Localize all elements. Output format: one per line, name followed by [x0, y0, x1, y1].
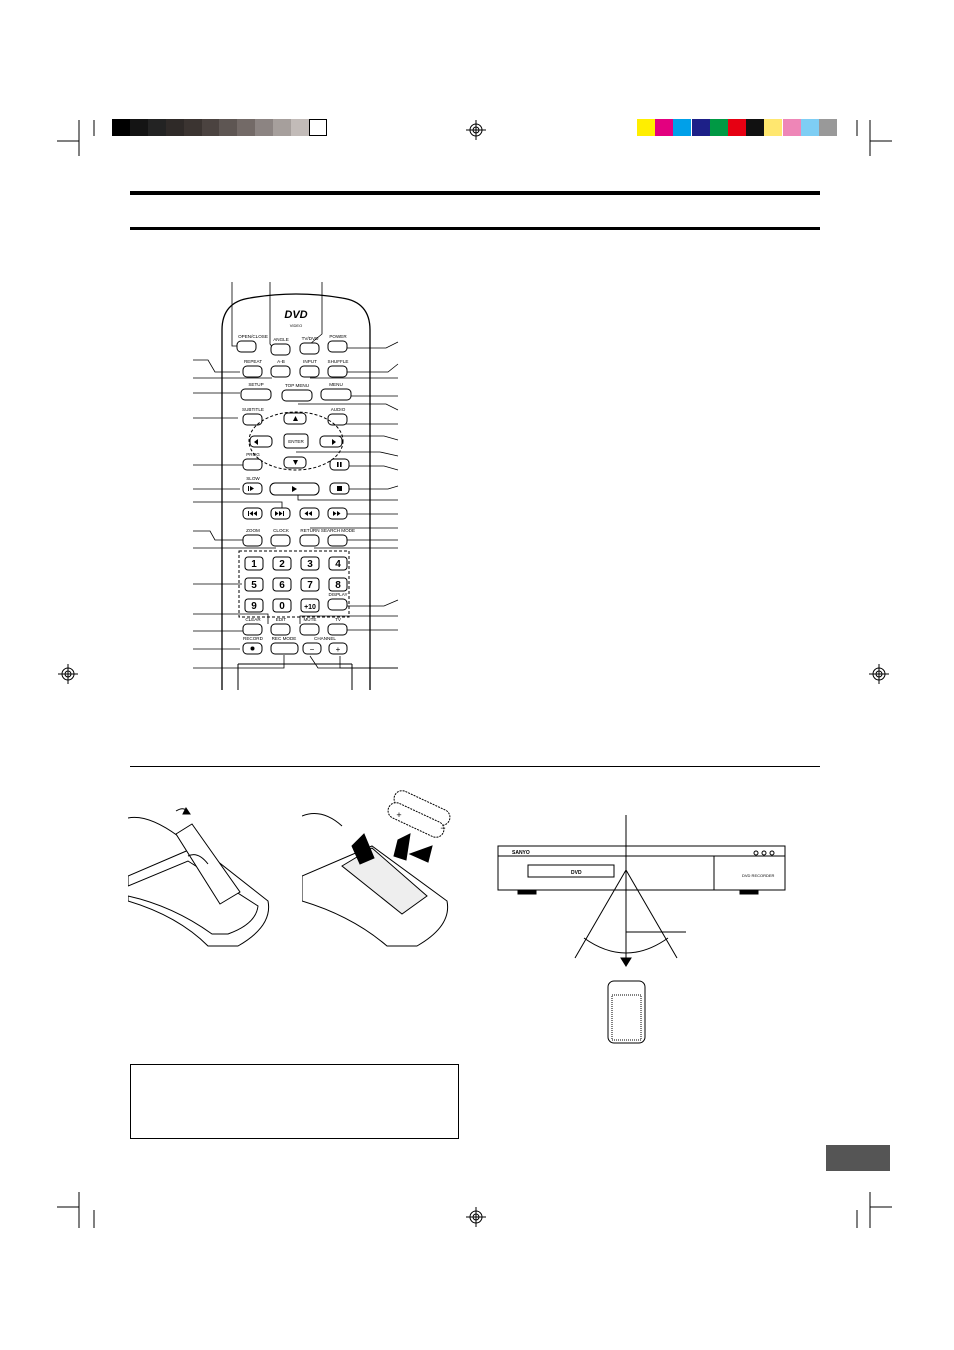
page-number-badge — [826, 1145, 890, 1171]
label-clear: CLEAR — [245, 617, 261, 622]
tv-dvd-button[interactable] — [300, 343, 319, 354]
stop-icon — [337, 486, 342, 491]
label-power: POWER — [329, 334, 347, 339]
battery-minus-label: − — [440, 823, 446, 833]
right-arrow-button[interactable] — [320, 436, 342, 447]
pause-button[interactable] — [330, 459, 349, 470]
registration-mark-right — [869, 664, 889, 684]
return-button[interactable] — [300, 535, 319, 546]
label-return: RETURN — [300, 528, 320, 533]
audio-button[interactable] — [328, 414, 347, 425]
label-subtitle: SUBTITLE — [242, 407, 264, 412]
battery-cover-illustration — [128, 806, 273, 956]
numpad-key-label: 7 — [307, 580, 313, 591]
tv-button[interactable] — [328, 624, 347, 635]
numpad-key-label: +10 — [304, 604, 316, 611]
prog-button[interactable] — [243, 459, 262, 470]
label-tv: TV — [335, 617, 341, 622]
recorder-disc-logo: DVD — [571, 870, 582, 876]
label-tv-dvd: TV/DVD — [301, 336, 319, 341]
numpad-key-label: 8 — [335, 580, 341, 591]
channel-minus-label: − — [309, 645, 315, 654]
remote-control-diagram — [180, 280, 410, 690]
numpad-key-label: 4 — [335, 559, 341, 570]
label-a-b: A-B — [277, 359, 285, 364]
top-menu-button[interactable] — [282, 390, 312, 401]
label-top-menu: TOP MENU — [284, 383, 310, 388]
dvd-logo: DVD — [284, 309, 308, 321]
label-shuffle: SHUFFLE — [327, 359, 349, 364]
label-menu: MENU — [329, 382, 343, 387]
mute-button[interactable] — [300, 624, 319, 635]
label-prog: PROG — [246, 452, 260, 457]
display-button[interactable] — [328, 599, 347, 610]
numpad-key-label: 0 — [279, 601, 285, 612]
channel-plus-label: + — [335, 645, 341, 654]
edit-button[interactable] — [271, 624, 290, 635]
numpad-key-label: 1 — [251, 559, 257, 570]
label-mute: MUTE — [303, 617, 317, 622]
clear-button[interactable] — [243, 624, 262, 635]
zoom-button[interactable] — [243, 535, 262, 546]
label-channel: CHANNEL — [314, 636, 336, 641]
label-search-mode: SEARCH MODE — [320, 528, 356, 533]
label-record: RECORD — [243, 636, 263, 641]
label-clock: CLOCK — [273, 528, 289, 533]
search-mode-button[interactable] — [328, 535, 347, 546]
label-angle: ANGLE — [273, 337, 289, 342]
power-button[interactable] — [328, 341, 347, 352]
registration-mark-left — [58, 664, 78, 684]
note-box — [130, 1064, 459, 1139]
label-enter: ENTER — [288, 439, 304, 444]
numpad-key-label: 5 — [251, 580, 257, 591]
shuffle-button[interactable] — [328, 366, 347, 377]
label-input: INPUT — [303, 359, 317, 364]
small-remote — [608, 981, 645, 1043]
remote-range-diagram — [495, 815, 795, 1045]
label-rec-mode: REC MODE — [271, 636, 297, 641]
label-repeat: REPEAT — [243, 359, 263, 364]
angle-button[interactable] — [271, 344, 290, 355]
battery-insert-illustration — [302, 786, 462, 956]
record-dot-icon — [251, 647, 255, 651]
label-zoom: ZOOM — [246, 528, 260, 533]
label-open-close: OPEN/CLOSE — [238, 334, 268, 339]
left-arrow-button[interactable] — [250, 436, 272, 447]
numpad-key-label: 2 — [279, 559, 285, 570]
insert-arrow-icon-3 — [410, 846, 432, 862]
rec-mode-button[interactable] — [271, 643, 298, 654]
setup-button[interactable] — [241, 389, 271, 400]
clock-button[interactable] — [271, 535, 290, 546]
a-b-button[interactable] — [271, 366, 290, 377]
insert-arrow-icon-2 — [394, 834, 410, 860]
label-display: DISPLAY — [328, 592, 348, 597]
dvd-logo-sub: VIDEO — [289, 323, 303, 328]
label-edit: EDIT — [275, 617, 287, 622]
repeat-button[interactable] — [243, 366, 262, 377]
pause-icon — [337, 462, 339, 467]
registration-mark-bottom — [466, 1207, 486, 1227]
recorder-brand: SANYO — [512, 850, 530, 856]
label-slow: SLOW — [246, 476, 260, 481]
battery-plus-label: + — [396, 810, 402, 820]
numpad-key-label: 9 — [251, 601, 257, 612]
recorder-model-text: DVD RECORDER — [742, 873, 775, 878]
label-setup: SETUP — [248, 382, 264, 387]
numpad-key-label: 3 — [307, 559, 313, 570]
signal-arrow-icon — [621, 958, 631, 966]
numpad-key-label: 6 — [279, 580, 285, 591]
label-audio: AUDIO — [330, 407, 346, 412]
input-button[interactable] — [300, 366, 319, 377]
registration-mark-top — [466, 120, 486, 140]
menu-button[interactable] — [321, 389, 351, 400]
open-close-button[interactable] — [237, 341, 256, 352]
